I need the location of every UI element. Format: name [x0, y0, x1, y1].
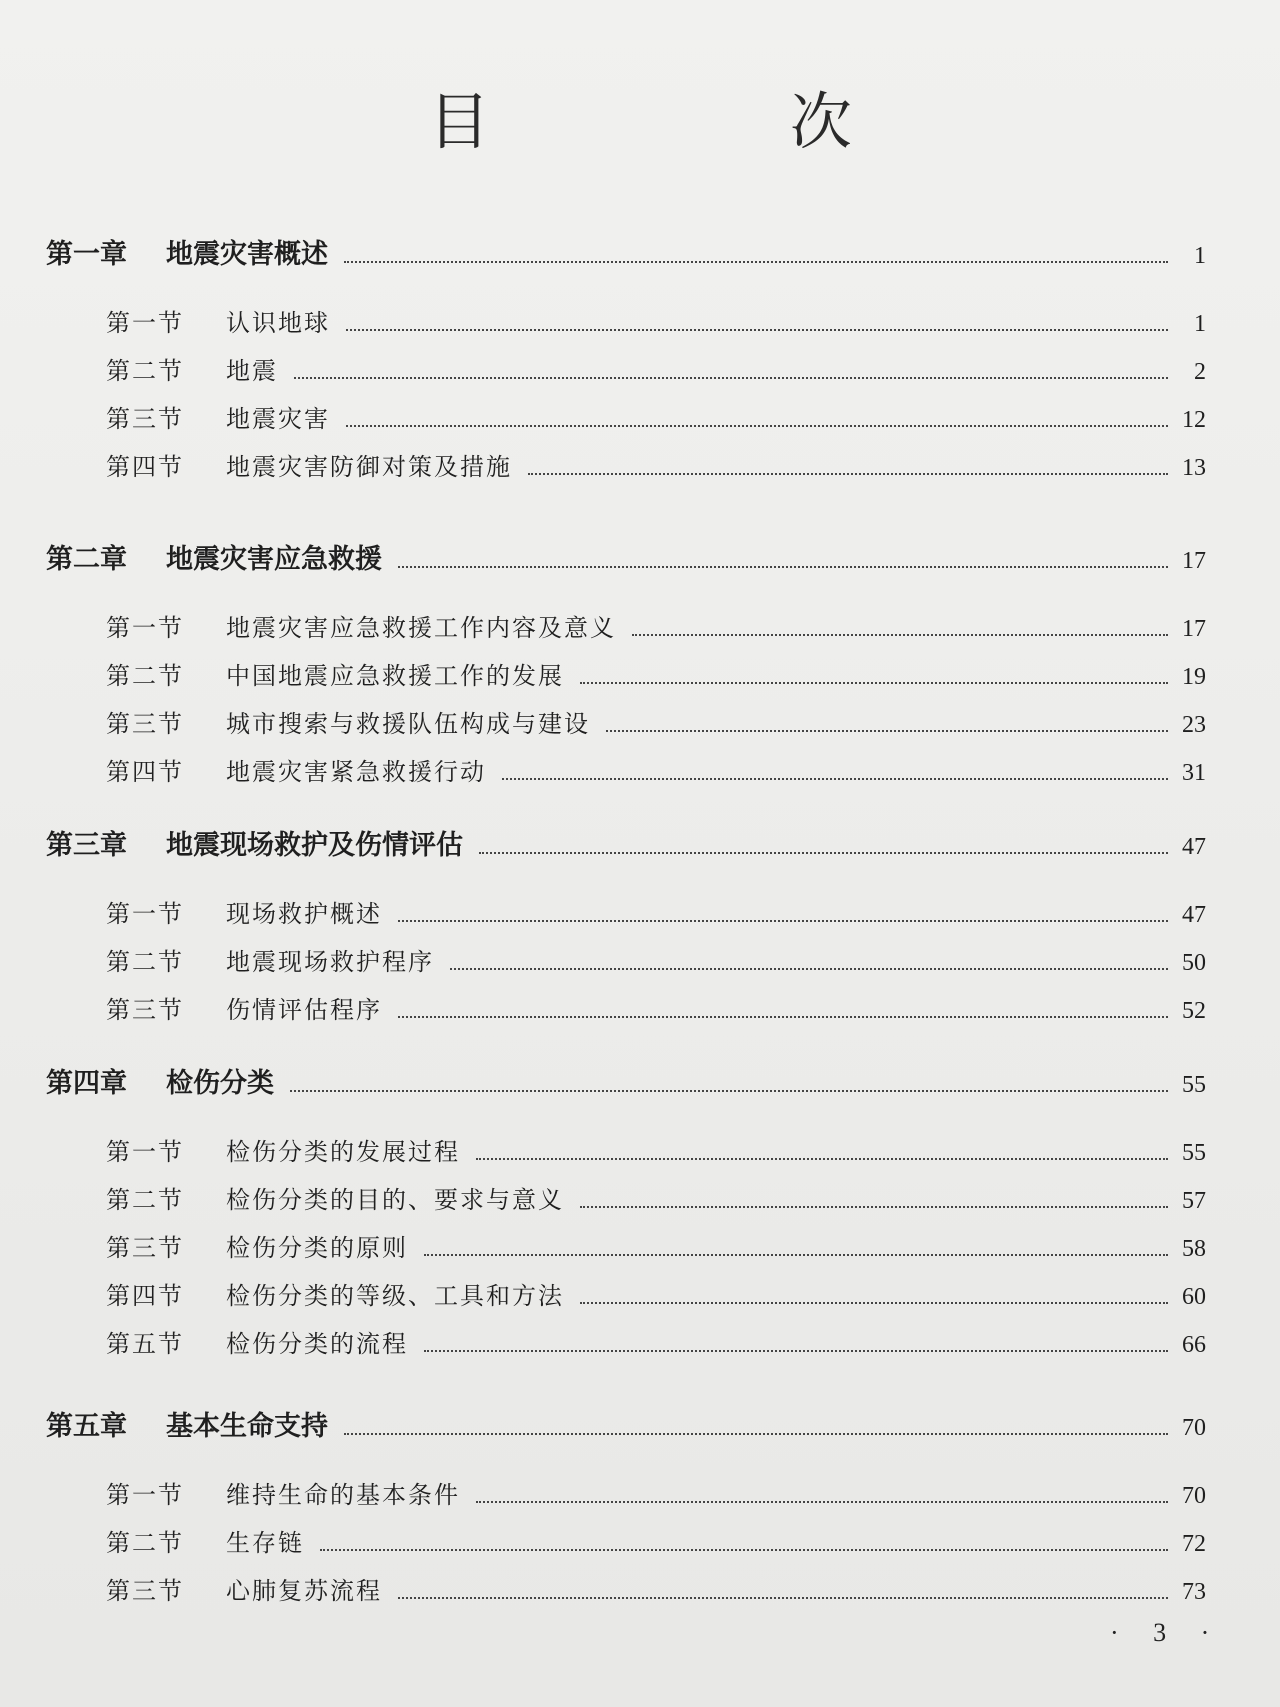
dot-leader — [344, 261, 1168, 263]
dot-leader — [398, 1597, 1168, 1599]
toc-section-entry — [106, 1324, 1206, 1359]
toc-chapter-entry — [46, 823, 1206, 862]
section-page-number: 60 — [1182, 1284, 1206, 1310]
toc-section-entry — [106, 656, 1206, 691]
section-page-number: 47 — [1182, 902, 1206, 928]
dot-leader — [290, 1090, 1168, 1092]
section-label: 第一节 — [106, 1138, 184, 1166]
dot-leader — [476, 1158, 1168, 1160]
dot-leader — [424, 1350, 1168, 1352]
dot-leader — [346, 329, 1168, 331]
section-label: 第二节 — [106, 357, 184, 385]
dot-leader — [424, 1254, 1168, 1256]
chapter-page-number: 70 — [1182, 1415, 1206, 1441]
section-page-number: 52 — [1182, 998, 1206, 1024]
section-page-number: 31 — [1182, 760, 1206, 786]
section-title: 地震灾害紧急救援行动 — [226, 758, 486, 786]
chapter-title: 地震灾害应急救援 — [166, 544, 382, 575]
section-label: 第一节 — [106, 309, 184, 337]
dot-leader — [346, 425, 1168, 427]
section-label: 第三节 — [106, 405, 184, 433]
section-page-number: 23 — [1182, 712, 1206, 738]
section-label: 第一节 — [106, 614, 184, 642]
dot-leader — [398, 920, 1168, 922]
section-page-number: 55 — [1182, 1140, 1206, 1166]
toc-chapter-entry — [46, 1404, 1206, 1443]
dot-leader — [502, 778, 1168, 780]
chapter-page-number: 17 — [1182, 548, 1206, 574]
dot-leader — [320, 1549, 1168, 1551]
dot-leader — [580, 682, 1168, 684]
toc-section-entry — [106, 894, 1206, 929]
section-title: 认识地球 — [226, 309, 330, 337]
toc-section-entry — [106, 303, 1206, 338]
dot-leader — [398, 1016, 1168, 1018]
section-page-number: 2 — [1194, 359, 1206, 385]
toc-section-entry — [106, 1571, 1206, 1606]
toc-chapter-entry — [46, 537, 1206, 576]
section-page-number: 72 — [1182, 1531, 1206, 1557]
section-label: 第五节 — [106, 1330, 184, 1358]
section-title: 生存链 — [226, 1529, 304, 1557]
section-page-number: 1 — [1194, 311, 1206, 337]
dot-leader — [580, 1206, 1168, 1208]
dot-leader — [344, 1433, 1168, 1435]
section-label: 第四节 — [106, 758, 184, 786]
chapter-title: 地震灾害概述 — [166, 239, 328, 270]
section-title: 检伤分类的发展过程 — [226, 1138, 460, 1166]
toc-section-entry — [106, 1132, 1206, 1167]
section-label: 第三节 — [106, 710, 184, 738]
chapter-label: 第三章 — [46, 830, 127, 861]
section-label: 第四节 — [106, 453, 184, 481]
section-page-number: 70 — [1182, 1483, 1206, 1509]
section-page-number: 13 — [1182, 455, 1206, 481]
chapter-label: 第五章 — [46, 1411, 127, 1442]
section-title: 维持生命的基本条件 — [226, 1481, 460, 1509]
chapter-page-number: 55 — [1182, 1072, 1206, 1098]
section-title: 心肺复苏流程 — [226, 1577, 382, 1605]
section-page-number: 66 — [1182, 1332, 1206, 1358]
toc-chapter-entry — [46, 1061, 1206, 1100]
chapter-page-number: 47 — [1182, 834, 1206, 860]
section-title: 检伤分类的目的、要求与意义 — [226, 1186, 564, 1214]
dot-leader — [632, 634, 1168, 636]
page-number: · 3 · — [1110, 1618, 1224, 1647]
section-label: 第三节 — [106, 1234, 184, 1262]
dot-leader — [476, 1501, 1168, 1503]
toc-section-entry — [106, 608, 1206, 643]
section-page-number: 19 — [1182, 664, 1206, 690]
section-title: 城市搜索与救援队伍构成与建设 — [226, 710, 590, 738]
toc-chapter-entry — [46, 232, 1206, 271]
chapter-label: 第二章 — [46, 544, 127, 575]
dot-leader — [580, 1302, 1168, 1304]
chapter-title: 地震现场救护及伤情评估 — [166, 830, 463, 861]
section-title: 检伤分类的原则 — [226, 1234, 408, 1262]
section-page-number: 50 — [1182, 950, 1206, 976]
dot-leader — [294, 377, 1168, 379]
section-label: 第二节 — [106, 1186, 184, 1214]
section-title: 地震灾害应急救援工作内容及意义 — [226, 614, 616, 642]
section-title: 地震灾害 — [226, 405, 330, 433]
toc-section-entry — [106, 1475, 1206, 1510]
section-title: 地震现场救护程序 — [226, 948, 434, 976]
chapter-label: 第四章 — [46, 1068, 127, 1099]
section-title: 地震灾害防御对策及措施 — [226, 453, 512, 481]
section-label: 第一节 — [106, 900, 184, 928]
toc-section-entry — [106, 942, 1206, 977]
section-page-number: 12 — [1182, 407, 1206, 433]
toc-section-entry — [106, 1180, 1206, 1215]
toc-section-entry — [106, 752, 1206, 787]
section-label: 第二节 — [106, 948, 184, 976]
section-title: 检伤分类的流程 — [226, 1330, 408, 1358]
chapter-label: 第一章 — [46, 239, 127, 270]
toc-section-entry — [106, 351, 1206, 386]
section-title: 地震 — [226, 357, 278, 385]
section-label: 第二节 — [106, 662, 184, 690]
section-title: 现场救护概述 — [226, 900, 382, 928]
toc-section-entry — [106, 399, 1206, 434]
toc-section-entry — [106, 990, 1206, 1025]
section-title: 中国地震应急救援工作的发展 — [226, 662, 564, 690]
section-page-number: 17 — [1182, 616, 1206, 642]
section-page-number: 73 — [1182, 1579, 1206, 1605]
dot-leader — [479, 852, 1168, 854]
toc-section-entry — [106, 1523, 1206, 1558]
dot-leader — [398, 566, 1168, 568]
dot-leader — [528, 473, 1168, 475]
section-label: 第三节 — [106, 1577, 184, 1605]
chapter-title: 基本生命支持 — [166, 1411, 328, 1442]
section-label: 第一节 — [106, 1481, 184, 1509]
toc-section-entry — [106, 704, 1206, 739]
section-title: 伤情评估程序 — [226, 996, 382, 1024]
section-page-number: 58 — [1182, 1236, 1206, 1262]
chapter-title: 检伤分类 — [166, 1068, 274, 1099]
toc-section-entry — [106, 1276, 1206, 1311]
chapter-page-number: 1 — [1194, 243, 1206, 269]
toc-section-entry — [106, 447, 1206, 482]
page-title: 目 次 — [428, 85, 992, 158]
dot-leader — [450, 968, 1168, 970]
toc-section-entry — [106, 1228, 1206, 1263]
section-label: 第四节 — [106, 1282, 184, 1310]
section-page-number: 57 — [1182, 1188, 1206, 1214]
section-label: 第二节 — [106, 1529, 184, 1557]
section-title: 检伤分类的等级、工具和方法 — [226, 1282, 564, 1310]
section-label: 第三节 — [106, 996, 184, 1024]
dot-leader — [606, 730, 1168, 732]
